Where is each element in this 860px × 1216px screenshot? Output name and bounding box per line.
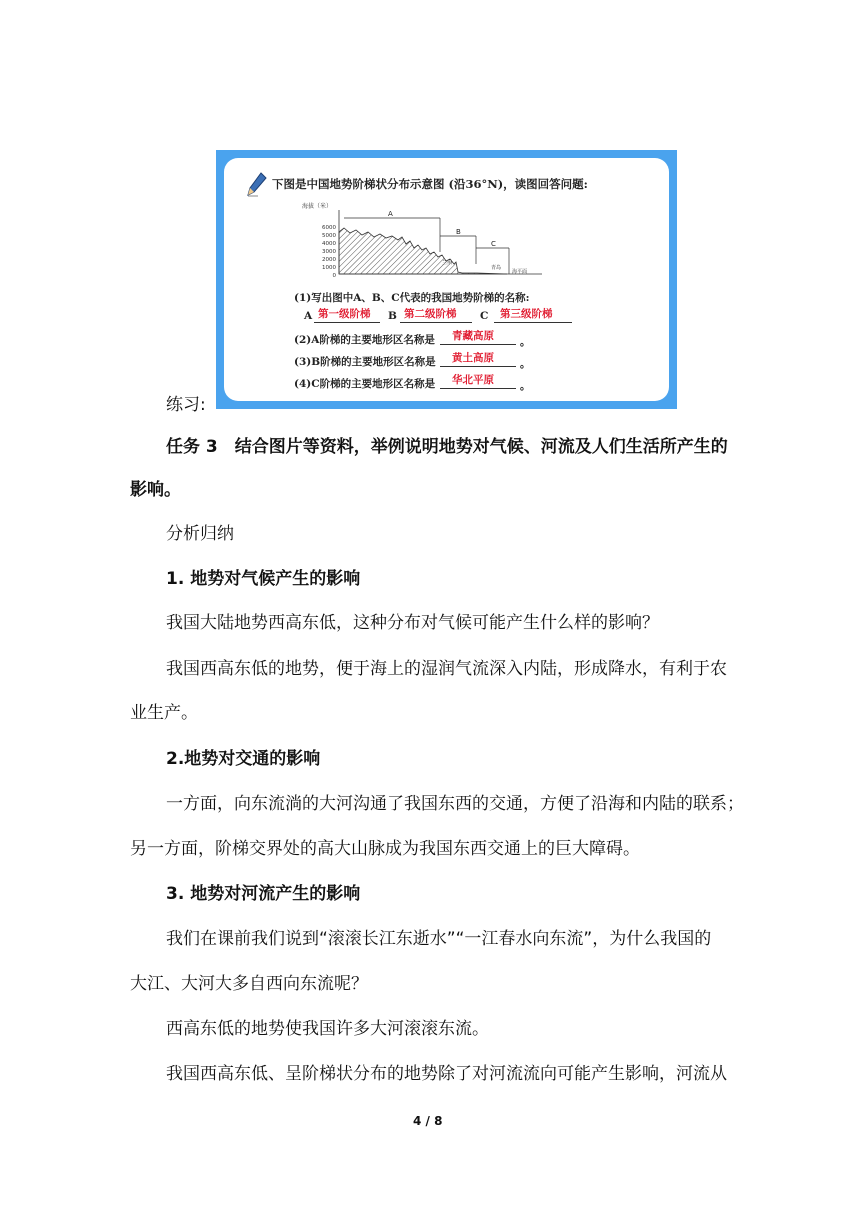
- period: 。: [520, 358, 531, 370]
- section3-question-cont: 大江、大河大多自西向东流呢？: [130, 974, 368, 994]
- section2-line1: 一方面，向东流淌的大河沟通了我国东西的交通，方便了沿海和内陆的联系；: [166, 794, 744, 814]
- y-tick-3000: 3000: [322, 249, 336, 255]
- step-b-label: B: [456, 228, 461, 236]
- question-2: (2)A阶梯的主要地形区名称是: [294, 334, 435, 346]
- place-sea-level: 海平面: [512, 269, 528, 275]
- terrain-profile: [339, 228, 507, 274]
- q1-letter-b: B: [388, 310, 397, 322]
- answer-line: [440, 344, 516, 345]
- section3-continuation: 我国西高东低、呈阶梯状分布的地势除了对河流流向可能产生影响，河流从: [166, 1064, 727, 1084]
- answer-step-3: 第三级阶梯: [500, 308, 553, 320]
- answer-line: [440, 366, 516, 367]
- q1-letter-a: A: [304, 310, 313, 322]
- task3-heading: 任务 3 结合图片等资料，举例说明地势对气候、河流及人们生活所产生的: [166, 437, 728, 457]
- exercise-figure: [216, 150, 677, 409]
- task3-heading-cont: 影响。: [130, 480, 181, 500]
- pencil-icon: [246, 171, 268, 197]
- place-qingdao: 青岛: [491, 265, 502, 271]
- answer-q3: 黄土高原: [452, 352, 494, 364]
- page-number: 4 / 8: [413, 1114, 443, 1128]
- answer-step-2: 第二级阶梯: [404, 308, 457, 320]
- y-tick-6000: 6000: [322, 225, 336, 231]
- section1-answer-cont: 业生产。: [130, 703, 198, 723]
- y-tick-5000: 5000: [322, 233, 336, 239]
- section2-line2: 另一方面，阶梯交界处的高大山脉成为我国东西交通上的巨大障碍。: [130, 839, 640, 859]
- y-tick-2000: 2000: [322, 257, 336, 263]
- question-1: (1)写出图中A、B、C代表的我国地势阶梯的名称:: [294, 292, 530, 304]
- question-3: (3)B阶梯的主要地形区名称是: [294, 356, 436, 368]
- answer-q2: 青藏高原: [452, 330, 494, 342]
- answer-step-1: 第一级阶梯: [318, 308, 371, 320]
- section1-heading: 1. 地势对气候产生的影响: [166, 569, 361, 589]
- exercise-label: 练习:: [166, 395, 206, 415]
- period: 。: [520, 380, 531, 392]
- section1-question: 我国大陆地势西高东低，这种分布对气候可能产生什么样的影响？: [166, 613, 659, 633]
- y-tick-1000: 1000: [322, 265, 336, 271]
- step-c-label: C: [491, 240, 496, 248]
- answer-q4: 华北平原: [452, 374, 494, 386]
- section3-heading: 3. 地势对河流产生的影响: [166, 884, 361, 904]
- place-lanzhou: 兰州: [442, 260, 453, 266]
- answer-line: [440, 388, 516, 389]
- section3-question: 我们在课前我们说到“滚滚长江东逝水”“一江春水向东流”，为什么我国的: [166, 929, 712, 949]
- step-a-label: A: [388, 210, 393, 218]
- analysis-label: 分析归纳: [166, 524, 234, 544]
- y-tick-4000: 4000: [322, 241, 336, 247]
- section1-answer: 我国西高东低的地势，便于海上的湿润气流深入内陆，形成降水，有利于农: [166, 659, 727, 679]
- q1-letter-c: C: [480, 310, 489, 322]
- section3-answer: 西高东低的地势使我国许多大河滚滚东流。: [166, 1019, 489, 1039]
- question-4: (4)C阶梯的主要地形区名称是: [294, 378, 436, 390]
- figure-card: [224, 158, 669, 401]
- answer-line: [494, 322, 572, 323]
- answer-line: [400, 322, 472, 323]
- section2-heading: 2.地势对交通的影响: [166, 749, 321, 769]
- answer-line: [314, 322, 380, 323]
- terrain-profile-chart: [302, 202, 552, 282]
- y-axis-label: 海拔（米）: [302, 203, 333, 210]
- y-tick-0: 0: [332, 273, 336, 279]
- figure-question: 下图是中国地势阶梯状分布示意图 (沿36°N)，读图回答问题:: [272, 177, 588, 191]
- period: 。: [520, 336, 531, 348]
